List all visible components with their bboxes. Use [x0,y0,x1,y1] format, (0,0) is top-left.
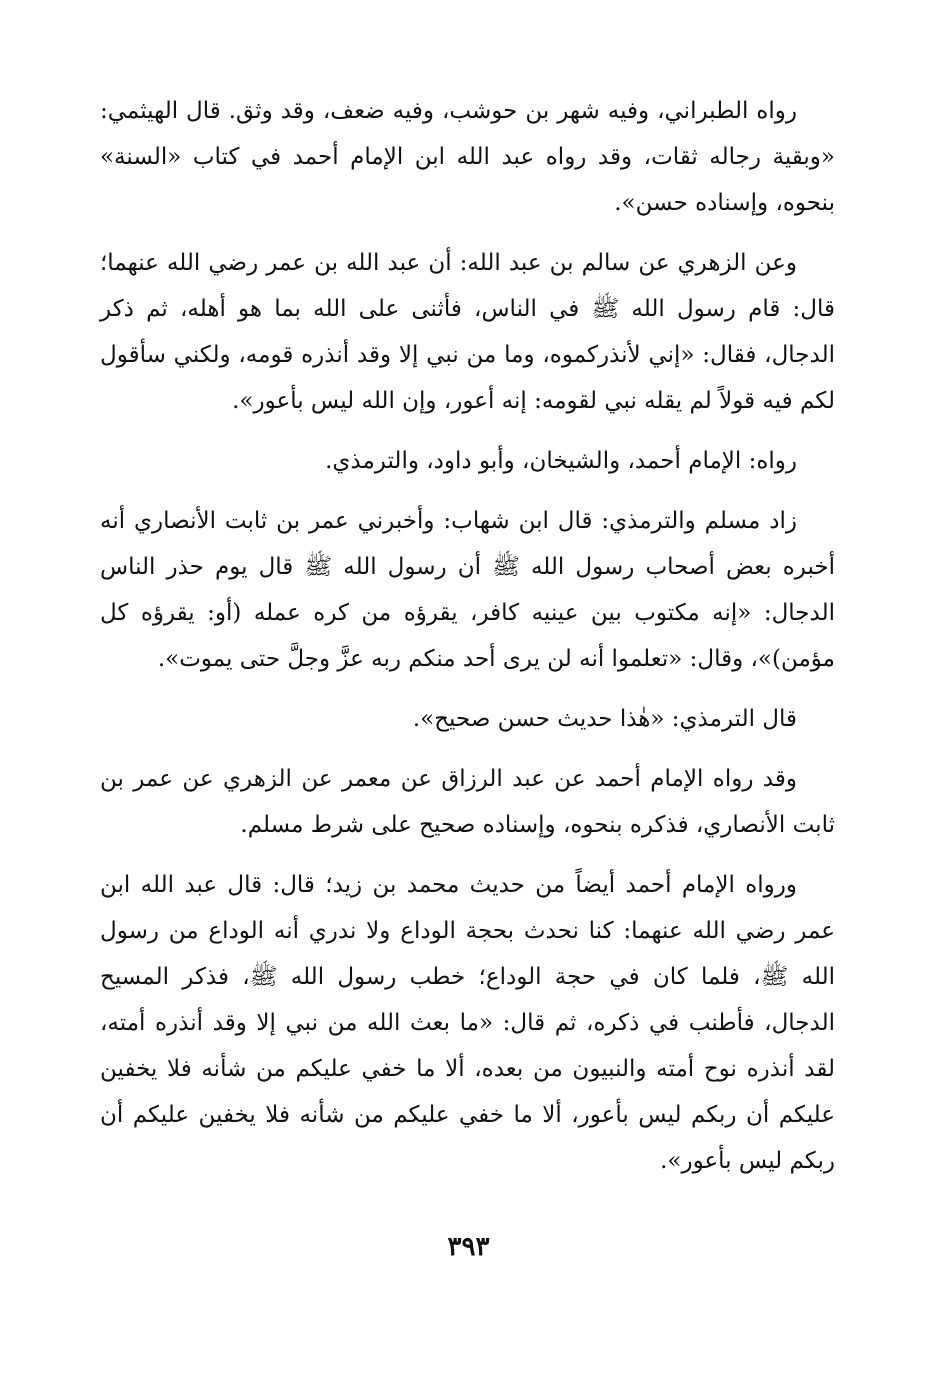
paragraph-tirmidhi-grading: قال الترمذي: «هٰذا حديث حسن صحيح». [412,706,797,732]
page-body [100,88,835,1198]
paragraph-narrators-list: رواه: الإمام أحمد، والشيخان، وأبو داود، والترمذي. [325,448,797,474]
page-number: ٣٩٣ [447,1232,490,1262]
paragraph-tabarani-narration: رواه الطبراني، وفيه شهر بن حوشب، وفيه ضعف، وقد وثق. قال الهيثمي: «وبقية رجاله ثقات، وقد رواه عبد الله ابن الإمام أحمد في كتاب «السنة» بنحوه، وإسناده حسن». [100,98,835,216]
paragraph-muslim-tirmidhi-addition: زاد مسلم والترمذي: قال ابن شهاب: وأخبرني عمر بن ثابت الأنصاري أنه أخبره بعض أصحاب رسول الله ﷺ أن رسول الله ﷺ قال يوم حذر الناس الدجال: «إنه مكتوب بين عينيه كافر، يقرؤه من كره عمله (أو: يقرؤه كل مؤمن)»، وقال: «تعلموا أنه لن يرى أحد منكم ربه عزَّ وجلَّ حتى يموت». [100,508,835,672]
paragraph-ahmad-abdulrazzaq: وقد رواه الإمام أحمد عن عبد الرزاق عن معمر عن الزهري عن عمر بن ثابت الأنصاري، فذكره بنحوه، وإسناده صحيح على شرط مسلم. [100,766,835,838]
paragraph-ahmad-muhammad-ibn-zayd: ورواه الإمام أحمد أيضاً من حديث محمد بن زيد؛ قال: قال عبد الله ابن عمر رضي الله عنهما: كنا نحدث بحجة الوداع ولا ندري أنه الوداع من رسول الله ﷺ، فلما كان في حجة الوداع؛ خطب رسول الله ﷺ، فذكر المسيح الدجال، فأطنب في ذكره، ثم قال: «ما بعث الله من نبي إلا وقد أنذره أمته، لقد أنذره نوح أمته والنبيون من بعده، ألا ما خفي عليكم من شأنه فلا يخفين عليكم أن ربكم ليس بأعور، ألا ما خفي عليكم من شأنه فلا يخفين عليكم أن ربكم ليس بأعور». [100,872,835,1174]
paragraph-zuhri-salim-hadith: وعن الزهري عن سالم بن عبد الله: أن عبد الله بن عمر رضي الله عنهما؛ قال: قام رسول الله ﷺ في الناس، فأثنى على الله بما هو أهله، ثم ذكر الدجال، فقال: «إني لأنذركموه، وما من نبي إلا وقد أنذره قومه، ولكني سأقول لكم فيه قولاً لم يقله نبي لقومه: إنه أعور، وإن الله ليس بأعور». [100,250,835,414]
